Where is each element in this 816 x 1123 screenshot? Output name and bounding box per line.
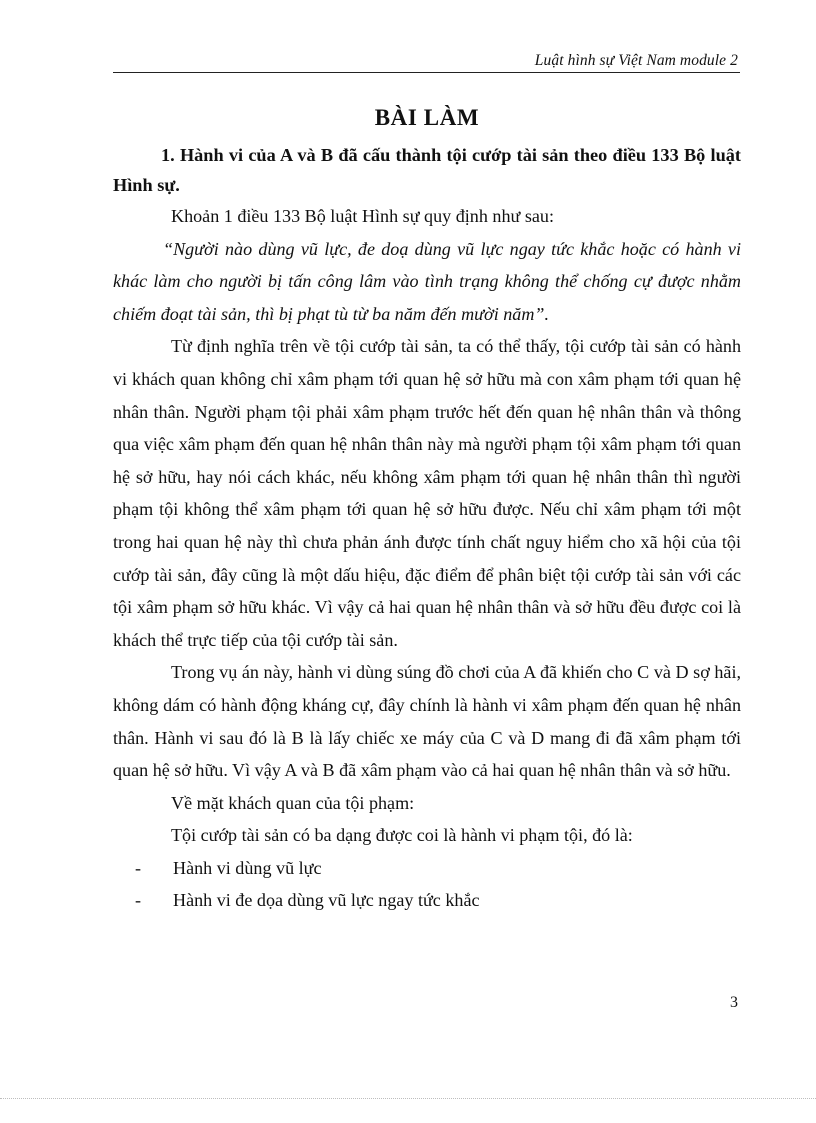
document-title: BÀI LÀM — [374, 105, 480, 130]
running-title: Luật hình sự Việt Nam module 2 — [534, 52, 738, 69]
paragraph-2: Trong vụ án này, hành vi dùng súng đồ chơi của A đã khiến cho C và D sợ hãi, không dám có hành động kháng cự, đây chính là hành vi xâm phạm đến quan hệ nhân thân. Hành vi sau đó là B là lấy chiếc xe máy của C và D mang đi đã xâm phạm tới quan hệ sở hữu. Vì vậy A và B đã xâm phạm vào cả hai quan hệ nhân thân và sở hữu. — [113, 662, 741, 781]
list-item — [113, 884, 741, 917]
list-marker: - — [135, 890, 142, 911]
running-header — [113, 50, 740, 73]
page-boundary-divider — [0, 1098, 816, 1099]
paragraph-4: Tội cướp tài sản có ba dạng được coi là hành vi phạm tội, đó là: — [171, 825, 633, 846]
intro-paragraph: Khoản 1 điều 133 Bộ luật Hình sự quy định như sau: — [171, 206, 554, 226]
paragraph-1: Từ định nghĩa trên về tội cướp tài sản, ta có thể thấy, tội cướp tài sản có hành vi khách quan không chỉ xâm phạm tới quan hệ sở hữu mà con xâm phạm tới quan hệ nhân thân. Người phạm tội phải xâm phạm trước hết đến quan hệ nhân thân và thông qua việc xâm phạm đến quan hệ nhân thân này mà người phạm tội xâm phạm tới quan hệ sở hữu, hay nói cách khác, nếu không xâm phạm tới quan hệ nhân thân thì người phạm tội không thể xâm phạm tới quan hệ sở hữu được. Nếu chỉ xâm phạm tới một trong hai quan hệ này thì chưa phản ánh được tính chất nguy hiểm cho xã hội của tội cướp tài sản, đây cũng là một dấu hiệu, đặc điểm để phân biệt tội cướp tài sản với các tội xâm phạm sở hữu khác. Vì vậy cả hai quan hệ nhân thân và sở hữu đều được coi là khách thể trực tiếp của tội cướp tài sản. — [113, 336, 741, 650]
list-item-text: Hành vi dùng vũ lực — [173, 857, 322, 878]
list-item — [113, 852, 741, 885]
section-heading: 1. Hành vi của A và B đã cấu thành tội cướp tài sản theo điều 133 Bộ luật Hình sự. — [113, 145, 741, 195]
list-item-text: Hành vi đe dọa dùng vũ lực ngay tức khắc — [173, 890, 480, 911]
document-body — [113, 98, 741, 917]
list-marker: - — [135, 857, 142, 878]
legal-quote: “Người nào dùng vũ lực, đe doạ dùng vũ lực ngay tức khắc hoặc có hành vi khác làm cho người bị tấn công lâm vào tình trạng không thể chống cự được nhằm chiếm đoạt tài sản, thì bị phạt tù từ ba năm đến mười năm”. — [113, 238, 741, 324]
paragraph-3: Về mặt khách quan của tội phạm: — [171, 792, 415, 813]
page-number: 3 — [730, 994, 738, 1011]
